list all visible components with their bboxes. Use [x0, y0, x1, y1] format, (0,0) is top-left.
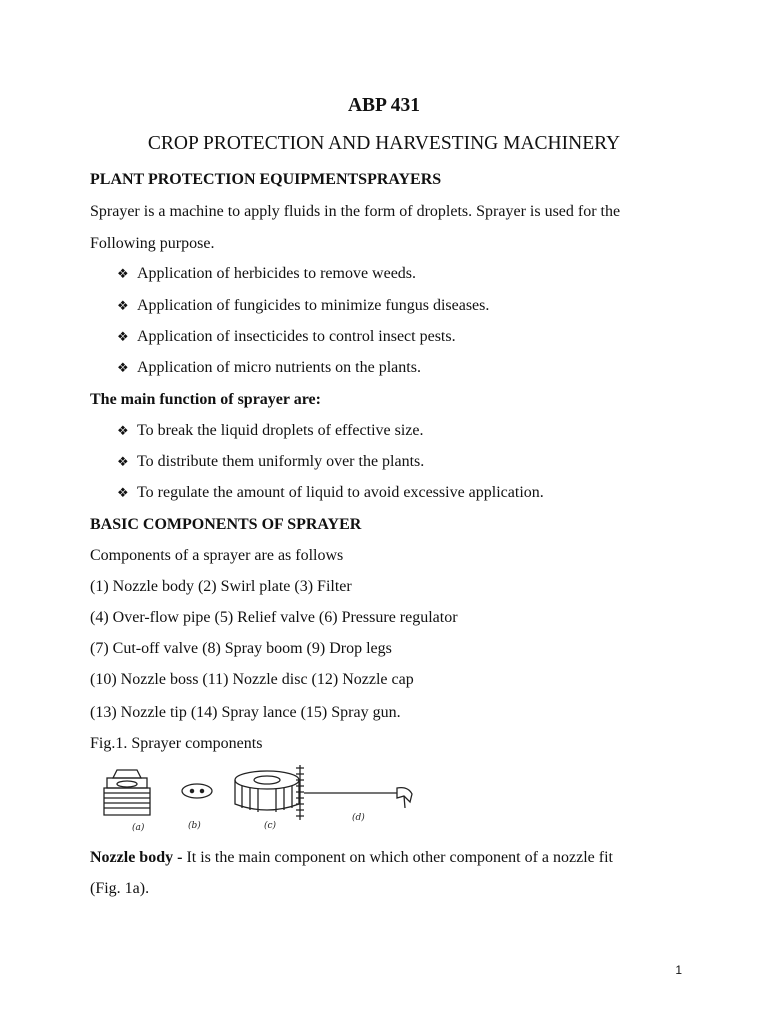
diamond-bullet-icon: ❖ [117, 266, 129, 281]
intro-text-line: Sprayer is a machine to apply fluids in the form of droplets. Sprayer is used for the [90, 203, 621, 220]
purpose-list-item: ❖ Application of herbicides to remove weeds. [117, 265, 417, 282]
section-heading-plant-protection: PLANT PROTECTION EQUIPMENTSPRAYERS [90, 171, 442, 188]
components-line: (1) Nozzle body (2) Swirl plate (3) Filter [90, 578, 352, 595]
purpose-list-item: ❖ Application of fungicides to minimize fungus diseases. [117, 297, 490, 314]
fig-label-a: (a) [132, 823, 145, 833]
function-list-item: ❖ To regulate the amount of liquid to avoid excessive application. [117, 484, 544, 501]
nozzle-body-paragraph [90, 848, 613, 868]
fig-label-c: (c) [264, 821, 277, 831]
filter-cap-drawing [235, 771, 299, 812]
diamond-bullet-icon: ❖ [117, 329, 129, 344]
nozzle-body-paragraph-line2: (Fig. 1a). [90, 880, 150, 897]
diamond-bullet-icon: ❖ [117, 423, 129, 438]
function-list-item: ❖ To distribute them uniformly over the plants. [117, 453, 425, 470]
course-code: ABP 431 [347, 95, 421, 116]
fig-label-d: (d) [352, 813, 365, 823]
components-line: (4) Over-flow pipe (5) Relief valve (6) Pressure regulator [90, 609, 458, 626]
diamond-bullet-icon: ❖ [117, 298, 129, 313]
purpose-list-item: ❖ Application of insecticides to control insect pests. [117, 328, 456, 345]
diamond-bullet-icon: ❖ [117, 485, 129, 500]
sprayer-components-figure [92, 760, 422, 835]
components-line: (10) Nozzle boss (11) Nozzle disc (12) Nozzle cap [90, 671, 414, 688]
diamond-bullet-icon: ❖ [117, 454, 129, 469]
function-heading: The main function of sprayer are: [90, 391, 321, 408]
nozzle-body-description: It is the main component on which other component of a nozzle fit [182, 849, 613, 866]
figure-caption: Fig.1. Sprayer components [90, 735, 263, 752]
purpose-list-item: ❖ Application of micro nutrients on the plants. [117, 359, 421, 376]
spray-boom-drawing [296, 765, 412, 820]
diamond-bullet-icon: ❖ [117, 360, 129, 375]
nozzle-body-term: Nozzle body - [90, 849, 183, 866]
components-intro: Components of a sprayer are as follows [90, 547, 344, 564]
section-heading-components: BASIC COMPONENTS OF SPRAYER [90, 516, 362, 533]
components-line: (7) Cut-off valve (8) Spray boom (9) Drop legs [90, 640, 392, 657]
nozzle-body-drawing [104, 770, 150, 815]
swirl-plate-drawing [182, 784, 212, 798]
page-number: 1 [675, 963, 682, 977]
document-title: CROP PROTECTION AND HARVESTING MACHINERY [147, 133, 621, 154]
components-line: (13) Nozzle tip (14) Spray lance (15) Spray gun. [90, 704, 401, 721]
fig-label-b: (b) [188, 821, 201, 831]
intro-text-line: Following purpose. [90, 235, 215, 252]
function-list-item: ❖ To break the liquid droplets of effective size. [117, 422, 424, 439]
